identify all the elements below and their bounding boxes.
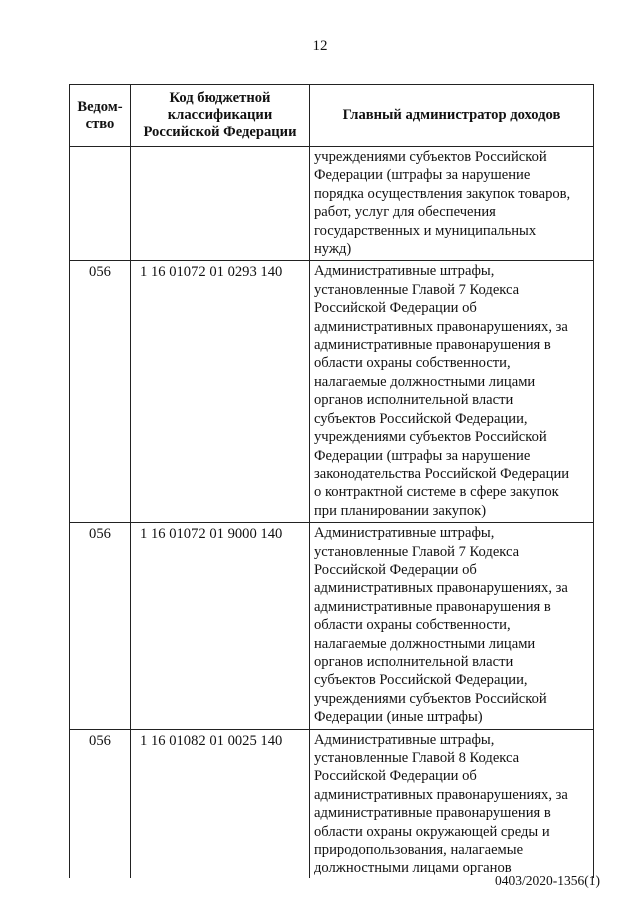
administrator-text-line: работ, услуг для обеспечения [314,204,496,221]
administrator-text-line: административные правонарушения в [314,337,551,354]
administrator-text-line: области охраны окружающей среды и [314,823,550,840]
administrator-cell [310,147,594,261]
administrator-cell [310,523,594,729]
administrator-text-line: Административные штрафы, [314,263,495,280]
administrator-text-line: природопользования, налагаемые [314,842,524,859]
header-budget-code [131,85,310,147]
administrator-text-line: нужд) [314,241,352,258]
header-code-line: Российской Федерации [143,124,297,140]
administrator-text-line: учреждениями субъектов Российской [314,429,547,446]
administrator-cell [310,261,594,523]
administrator-text-line: учреждениями субъектов Российской [314,690,547,707]
header-agency-line: ство [85,115,115,132]
administrator-cell [310,729,594,878]
administrator-text-line: должностными лицами органов [314,860,512,877]
agency-cell [70,147,131,261]
administrator-text-line: налагаемые должностными лицами [314,373,536,390]
administrator-text-line: органов исполнительной власти [314,392,514,409]
administrator-text-line: субъектов Российской Федерации, [314,410,528,427]
administrator-text-line: области охраны собственности, [314,617,511,634]
agency-cell: 056 [70,261,131,523]
administrator-text-line: Российской Федерации об [314,561,477,578]
table-header-row [70,85,594,147]
budget-code-cell: 1 16 01072 01 9000 140 [131,523,310,729]
administrator-text-line: Федерации (штрафы за нарушение [314,167,531,184]
table-row [70,523,594,729]
header-code-line: Код бюджетной [169,90,271,106]
administrator-text-line: установленные Главой 7 Кодекса [314,281,520,298]
table-row [70,147,594,261]
administrator-text-line: Российской Федерации об [314,768,477,785]
agency-cell: 056 [70,729,131,878]
document-code: 0403/2020-1356(1) [495,873,600,888]
header-admin-line: Главный администратор доходов [342,107,561,123]
administrator-text-line: порядка осуществления закупок товаров, [314,185,571,202]
agency-cell: 056 [70,523,131,729]
budget-code-cell [131,147,310,261]
administrator-text-line: налагаемые должностными лицами [314,635,536,652]
header-agency-line: Ведом- [77,98,123,115]
administrator-text-line: учреждениями субъектов Российской [314,149,547,165]
administrator-text-line: Федерации (иные штрафы) [314,709,483,726]
table-row [70,261,594,523]
revenue-administrators-table [69,84,594,878]
administrator-text-line: при планировании закупок) [314,502,487,519]
administrator-text-line: административных правонарушениях, за [314,786,568,803]
administrator-text-line: о контрактной системе в сфере закупок [314,484,559,501]
administrator-text-line: области охраны собственности, [314,355,511,372]
budget-code-cell: 1 16 01082 01 0025 140 [131,729,310,878]
administrator-text-line: Административные штрафы, [314,525,495,542]
administrator-text-line: административных правонарушениях, за [314,318,568,335]
header-chief-administrator [310,85,594,147]
administrator-text-line: государственных и муниципальных [314,222,537,239]
administrator-text-line: установленные Главой 7 Кодекса [314,543,520,560]
budget-code-cell: 1 16 01072 01 0293 140 [131,261,310,523]
administrator-text-line: Административные штрафы, [314,731,495,748]
administrator-text-line: установленные Главой 8 Кодекса [314,750,520,766]
administrator-text-line: административных правонарушениях, за [314,580,568,597]
administrator-text-line: законодательства Российской Федерации [314,465,570,482]
table-row [70,729,594,878]
administrator-text-line: административные правонарушения в [314,598,551,615]
administrator-text-line: органов исполнительной власти [314,653,514,670]
administrator-text-line: административные правонарушения в [314,805,551,822]
administrator-text-line: Российской Федерации об [314,300,477,317]
page-number: 12 [312,38,328,54]
administrator-text-line: Федерации (штрафы за нарушение [314,447,531,464]
administrator-text-line: субъектов Российской Федерации, [314,672,528,689]
header-agency [70,85,131,147]
header-code-line: классификации [167,107,273,123]
